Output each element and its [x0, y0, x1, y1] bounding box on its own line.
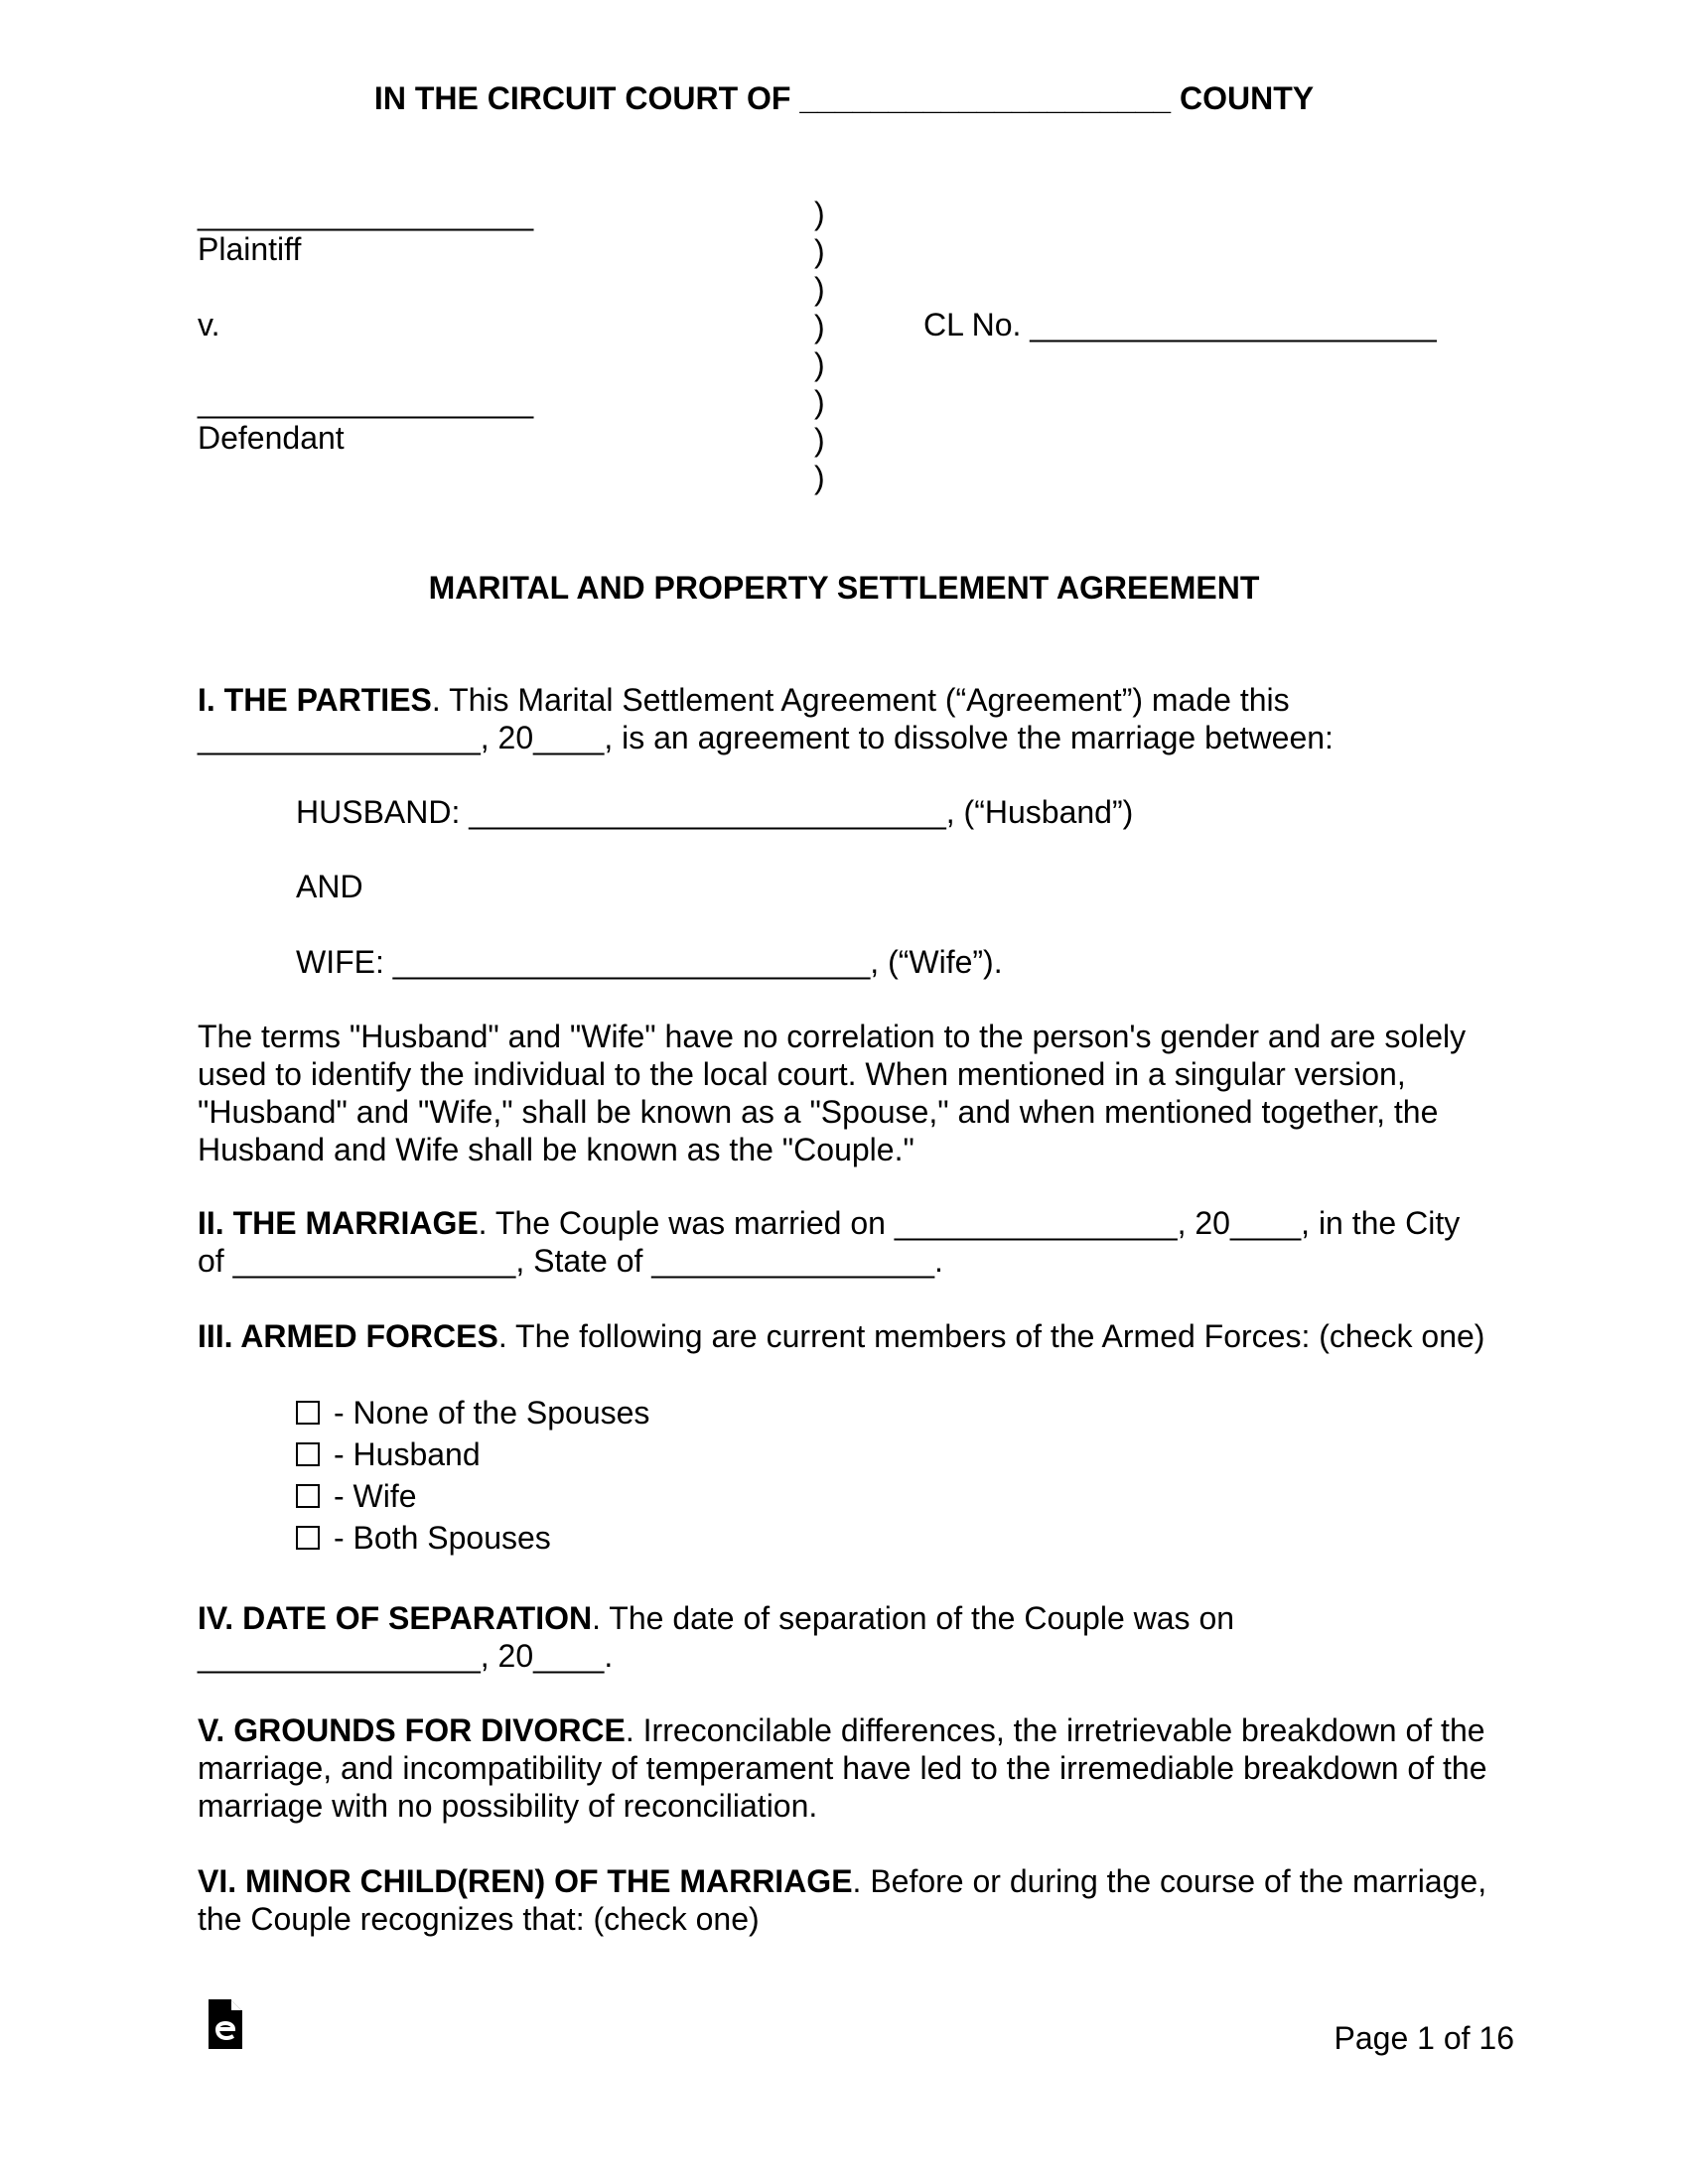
defendant-label: Defendant	[198, 420, 345, 456]
terms-paragraph: The terms "Husband" and "Wife" have no correlation to the person's gender and are solely used to identify the individual to the local court. When mentioned in a singular version, "Husband" and "Wife," shall be known as a "Spouse," and when mentioned together, the Husband and Wife shall be known as the "Couple."	[198, 1019, 1467, 1167]
section-heading: IV. DATE OF SEPARATION	[198, 1600, 593, 1636]
plaintiff-label: Plaintiff	[198, 231, 302, 267]
paren: )	[814, 384, 825, 420]
wife-field[interactable]: WIFE: ___________________________, (“Wife”).	[296, 944, 1003, 980]
husband-field[interactable]: HUSBAND: ___________________________, (“Husband”)	[296, 794, 1134, 830]
section-grounds	[198, 1711, 1488, 1825]
section-separation	[198, 1599, 1488, 1675]
option-label: - Wife	[334, 1478, 417, 1514]
paren: )	[814, 233, 825, 269]
court-title: IN THE CIRCUIT COURT OF _____________________ COUNTY	[373, 80, 1315, 116]
section-heading: II. THE MARRIAGE	[198, 1205, 479, 1241]
section-heading: VI. MINOR CHILD(REN) OF THE MARRIAGE	[198, 1863, 853, 1899]
armed-forces-options	[296, 1392, 649, 1559]
defendant-blank[interactable]: ___________________	[198, 383, 534, 419]
checkbox[interactable]	[296, 1442, 320, 1466]
section-children	[198, 1862, 1488, 1938]
option-none[interactable]	[296, 1392, 649, 1433]
paren: )	[814, 422, 825, 458]
section-parties	[198, 681, 1488, 756]
paren: )	[814, 346, 825, 382]
option-label: - Husband	[334, 1436, 481, 1472]
plaintiff-blank[interactable]: ___________________	[198, 196, 534, 231]
document-title: MARITAL AND PROPERTY SETTLEMENT AGREEMENT	[428, 570, 1260, 606]
section-heading: III. ARMED FORCES	[198, 1318, 498, 1354]
checkbox[interactable]	[296, 1526, 320, 1550]
and-label: AND	[296, 869, 363, 904]
paren: )	[814, 309, 825, 344]
checkbox[interactable]	[296, 1401, 320, 1425]
section-marriage	[198, 1204, 1488, 1280]
section-text: . The date of separation of the Couple was on ________________, 20____.	[198, 1600, 1235, 1674]
option-husband[interactable]	[296, 1433, 649, 1475]
section-text: . This Marital Settlement Agreement (“Agreement”) made this ________________, 20____, is an agreement to dissolve the marriage between:	[198, 682, 1334, 755]
caption-parentheses	[814, 195, 825, 496]
section-text: . Irreconcilable differences, the irretrievable breakdown of the marriage, and incompatibility of temperament have led to the irremediable breakdown of the marriage with no possibility of reconciliation.	[198, 1712, 1487, 1824]
paren: )	[814, 196, 825, 231]
section-heading: I. THE PARTIES	[198, 682, 432, 718]
section-heading: V. GROUNDS FOR DIVORCE	[198, 1712, 626, 1748]
paren: )	[814, 460, 825, 495]
eforms-logo-icon	[207, 1997, 244, 2051]
section-text: . The following are current members of the Armed Forces: (check one)	[497, 1318, 1485, 1354]
option-label: - Both Spouses	[334, 1520, 551, 1556]
page-number: Page 1 of 16	[1334, 2020, 1514, 2056]
case-number-field[interactable]: CL No. _______________________	[923, 307, 1437, 342]
option-wife[interactable]	[296, 1475, 649, 1517]
section-text: . The Couple was married on ________________, 20____, in the City of ________________, State of ________________.	[198, 1205, 1461, 1279]
versus-label: v.	[198, 307, 220, 342]
option-label: - None of the Spouses	[334, 1395, 650, 1431]
checkbox[interactable]	[296, 1484, 320, 1508]
paren: )	[814, 271, 825, 307]
section-text: . Before or during the course of the marriage, the Couple recognizes that: (check one)	[198, 1863, 1487, 1937]
option-both[interactable]	[296, 1517, 649, 1559]
section-armed-forces	[198, 1317, 1488, 1355]
